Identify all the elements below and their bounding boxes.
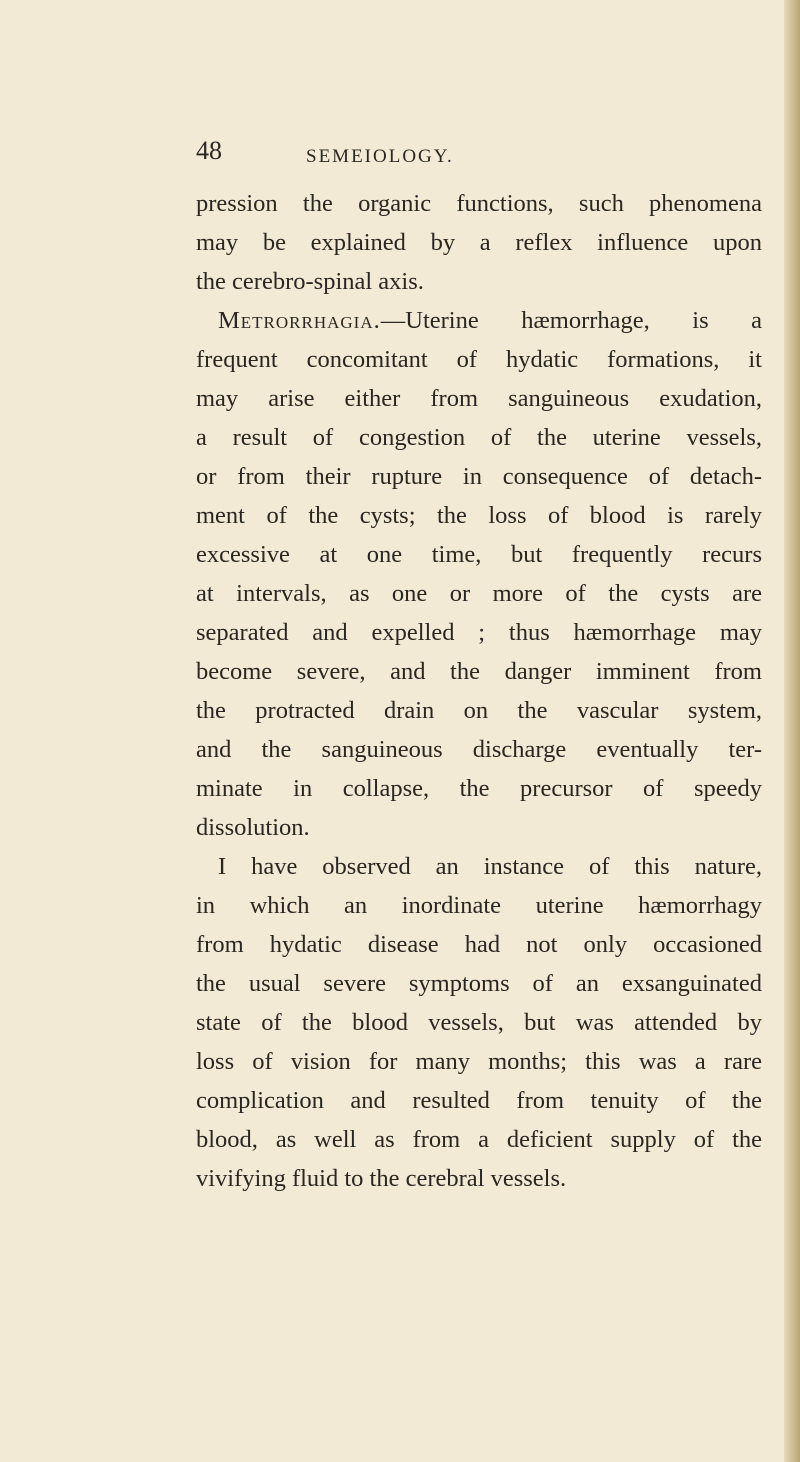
text-line: vivifying fluid to the cerebral vessels.: [196, 1165, 567, 1192]
paragraph-2: [196, 301, 762, 847]
text-line: in which an inordinate uterine hæmorrhagy: [196, 892, 762, 919]
text-line: excessive at one time, but frequently recurs: [196, 541, 762, 568]
text-line: become severe, and the danger imminent from: [196, 658, 762, 685]
text-line: may arise either from sanguineous exudation,: [196, 385, 762, 412]
text-line: separated and expelled ; thus hæmorrhage may: [196, 619, 762, 646]
text-line-rest: —Uterine hæmorrhage, is a: [380, 307, 762, 334]
text-line: pression the organic functions, such phenomena: [196, 190, 762, 217]
running-head: SEMEIOLOGY.: [306, 146, 454, 167]
text-line: frequent concomitant of hydatic formations, it: [196, 346, 762, 373]
text-line: the usual severe symptoms of an exsanguinated: [196, 970, 762, 997]
text-line: complication and resulted from tenuity of the: [196, 1087, 762, 1114]
body-text: [196, 184, 762, 1198]
text-line: or from their rupture in consequence of detach-: [196, 463, 762, 490]
page-edge-shadow: [784, 0, 800, 1462]
text-line: at intervals, as one or more of the cysts are: [196, 580, 762, 607]
text-line: may be explained by a reflex influence upon: [196, 229, 762, 256]
text-line: and the sanguineous discharge eventually ter-: [196, 736, 762, 763]
text-line: dissolution.: [196, 814, 310, 841]
text-line: minate in collapse, the precursor of speedy: [196, 775, 762, 802]
text-line: a result of congestion of the uterine vessels,: [196, 424, 762, 451]
text-line: blood, as well as from a deficient supply of the: [196, 1126, 762, 1153]
paragraph-3: [196, 847, 762, 1198]
text-line: [196, 301, 762, 340]
text-line: loss of vision for many months; this was a rare: [196, 1048, 762, 1075]
text-line: the cerebro-spinal axis.: [196, 268, 424, 295]
text-line: I have observed an instance of this nature,: [218, 853, 762, 880]
text-line: ment of the cysts; the loss of blood is rarely: [196, 502, 762, 529]
page-number: 48: [196, 136, 222, 165]
section-heading: Metrorrhagia.: [218, 307, 381, 334]
text-line: state of the blood vessels, but was attended by: [196, 1009, 762, 1036]
paragraph-1: [196, 184, 762, 301]
text-line: from hydatic disease had not only occasioned: [196, 931, 762, 958]
text-line: the protracted drain on the vascular system,: [196, 697, 762, 724]
